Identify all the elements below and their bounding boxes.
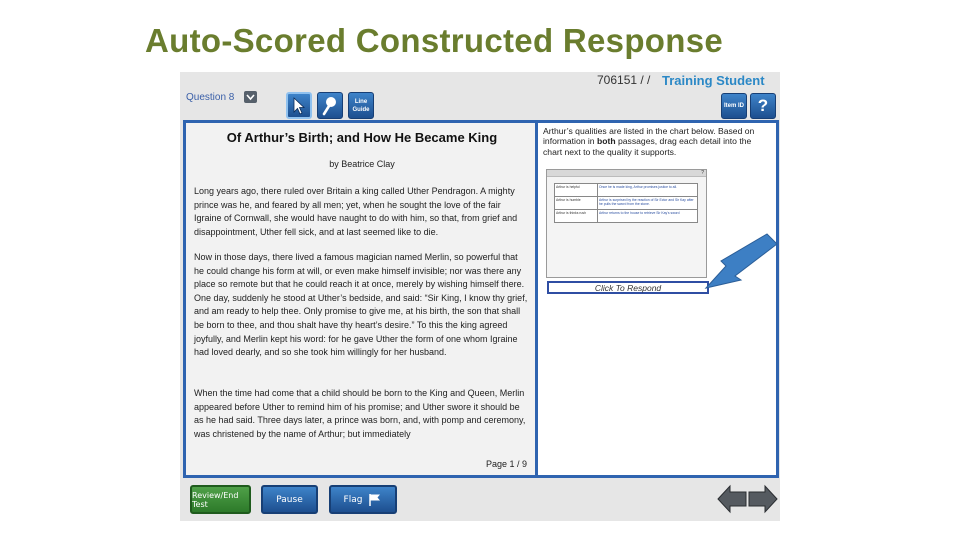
footer-bar bbox=[180, 482, 803, 521]
response-thumbnail[interactable] bbox=[546, 169, 707, 278]
chevron-down-icon bbox=[244, 91, 257, 103]
flag-icon bbox=[368, 493, 382, 507]
callout-arrow-icon bbox=[700, 230, 780, 296]
qualities-chart bbox=[554, 183, 698, 223]
thumbnail-help-icon: ? bbox=[701, 170, 704, 176]
item-id-label: Item ID bbox=[723, 103, 744, 109]
table-row bbox=[555, 184, 698, 197]
flag-button[interactable] bbox=[329, 485, 397, 514]
click-to-respond-button[interactable]: Click To Respond bbox=[547, 281, 709, 294]
table-row bbox=[555, 197, 698, 210]
question-label: Question 8 bbox=[186, 92, 235, 103]
highlighter-tool-button[interactable] bbox=[317, 92, 343, 119]
content-frame bbox=[183, 120, 779, 478]
help-button[interactable] bbox=[750, 93, 776, 119]
passage-pane[interactable] bbox=[186, 123, 538, 475]
passage-paragraph: Now in those days, there lived a famous magician named Merlin, so powerful that he could change his form at will, or even make himself invisible; nor was there any place so remote but that he could reach it at once, merely by wishing himself there. One day, suddenly he stood at Uther’s bedside, and said: “Sir King, I know thy grief, and am ready to help thee. Only promise to give me, at his birth, the son that shall be born to thee, and thou shalt have thy heart’s desire.” To this the king agreed joyfully, and Merlin kept his word: for he gave Uther the form of one whom Igraine had loved dearly, and so she took him willingly for her husband. bbox=[194, 252, 528, 358]
back-arrow-icon bbox=[717, 484, 747, 514]
toolbar bbox=[180, 72, 780, 120]
test-window bbox=[180, 72, 803, 521]
passage-author: by Beatrice Clay bbox=[329, 159, 395, 169]
slide-title: Auto-Scored Constructed Response bbox=[145, 22, 723, 59]
thumbnail-header bbox=[547, 170, 706, 177]
next-arrow-icon bbox=[748, 484, 778, 514]
help-icon: ? bbox=[757, 96, 769, 115]
next-label: Next bbox=[783, 494, 803, 503]
table-row bbox=[555, 210, 698, 223]
line-guide-button[interactable] bbox=[348, 92, 374, 119]
student-id: 706151 / / bbox=[597, 73, 651, 87]
detail-cell: Once he is made king, Arthur promises justice to all. bbox=[598, 184, 698, 197]
quality-cell: Arthur is thinks rush bbox=[555, 210, 598, 223]
passage-title: Of Arthur’s Birth; and How He Became King bbox=[226, 130, 498, 145]
pointer-icon bbox=[291, 97, 307, 115]
item-pane bbox=[541, 123, 776, 475]
back-button[interactable] bbox=[717, 484, 747, 514]
line-guide-label: Line Guide bbox=[352, 98, 370, 113]
quality-cell: Arthur is humble bbox=[555, 197, 598, 210]
pointer-tool-button[interactable] bbox=[286, 92, 312, 119]
detail-cell: Arthur returns to the house to retrieve Sir Kay's sword bbox=[598, 210, 698, 223]
next-button[interactable] bbox=[748, 484, 803, 514]
pause-button[interactable] bbox=[261, 485, 318, 514]
quality-cell: Arthur is helpful bbox=[555, 184, 598, 197]
highlighter-icon bbox=[321, 96, 339, 116]
item-prompt bbox=[543, 126, 771, 157]
passage-paragraph: When the time had come that a child should be born to the King and Queen, Merlin appeared before Uther to remind him of his promise; and Uther swore it should be as he had said. Three days later, a prince was born, and, with pomp and ceremony, was christened by the name of Arthur; but immediately bbox=[194, 388, 526, 439]
student-name: Training Student bbox=[662, 73, 765, 88]
prompt-text: Arthur’s qualities are listed in the chart below. Based on information in bbox=[543, 126, 755, 147]
page-indicator: Page 1 / 9 bbox=[485, 459, 527, 469]
prompt-text: passages, drag each detail into the chart next to the quality it supports. bbox=[543, 136, 752, 157]
pause-label: Pause bbox=[276, 494, 303, 505]
question-dropdown[interactable] bbox=[244, 91, 257, 103]
flag-label: Flag bbox=[343, 494, 363, 505]
passage-paragraph: Long years ago, there ruled over Britain a king called Uther Pendragon. A mighty prince was he, and feared by all men; yet, when he sought the love of the fair Igraine of Cornwall, she would have naught to do with him, so that, from grief and disappointment, Uther fell sick, and at last seemed like to die. bbox=[194, 186, 518, 237]
detail-cell: Arthur is surprised by the reaction of Sir Ector and Sir Kay after he pulls the sword from the stone. bbox=[598, 197, 698, 210]
item-id-button[interactable] bbox=[721, 93, 747, 119]
review-end-test-button[interactable] bbox=[190, 485, 251, 514]
prompt-emphasis: both bbox=[596, 136, 616, 147]
review-end-label: Review/End Test bbox=[192, 490, 239, 509]
